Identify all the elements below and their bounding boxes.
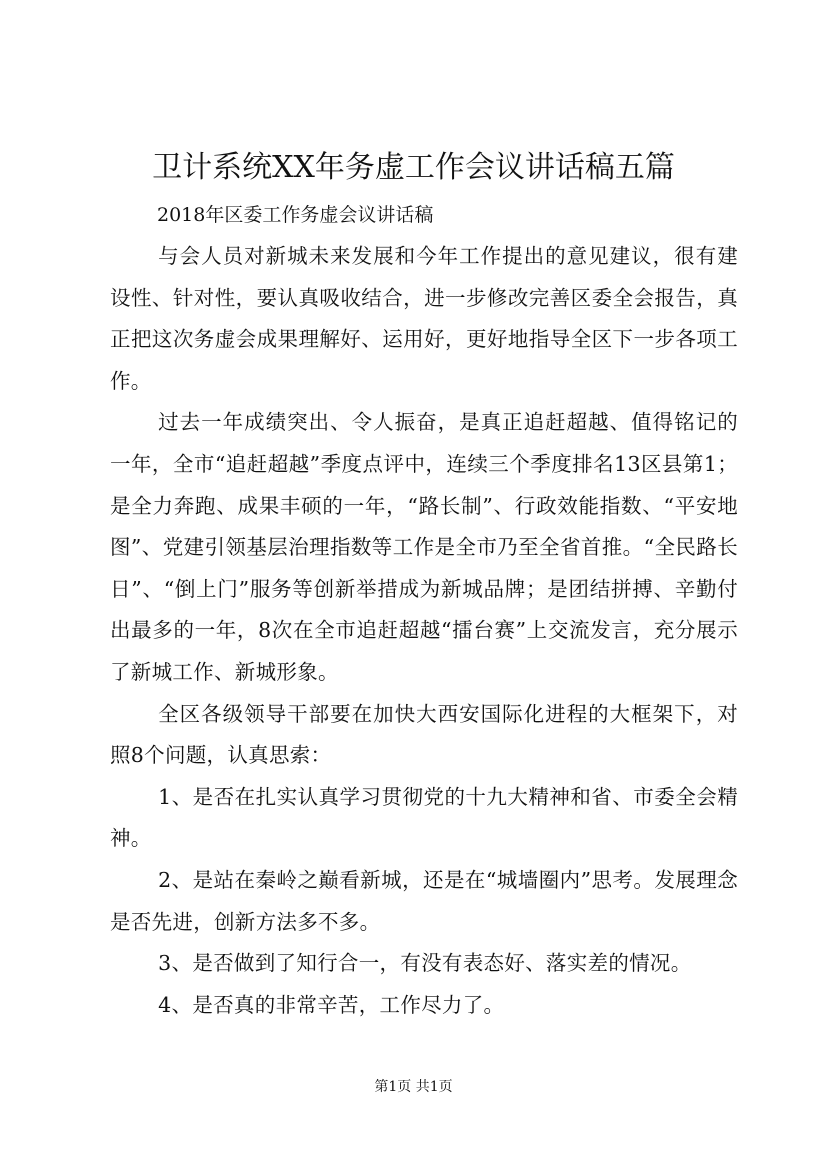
document-body [110,236,738,1026]
paragraph: 过去一年成绩突出、令人振奋，是真正追赶超越、值得铭记的一年，全市“追赶超越”季度点评中，连续三个季度排名13区县第1；是全力奔跑、成果丰硕的一年，“路长制”、行政效能指数、“平安地图”、党建引领基层治理指数等工作是全市乃至全省首推。“全民路长日”、“倒上门”服务等创新举措成为新城品牌；是团结拼搏、辛勤付出最多的一年，8次在全市追赶超越“擂台赛”上交流发言，充分展示了新城工作、新城形象。 [110,410,738,684]
document-title: 卫计系统XX年务虚工作会议讲话稿五篇 [152,150,675,185]
paragraph: 全区各级领导干部要在加快大西安国际化进程的大框架下，对照8个问题，认真思索： [110,701,738,768]
paragraph: 3、是否做到了知行合一，有没有表态好、落实差的情况。 [158,951,692,976]
document-subtitle: 2018年区委工作务虚会议讲话稿 [157,204,434,226]
paragraph: 2、是站在秦岭之巅看新城，还是在“城墙圈内”思考。发展理念是否先进，创新方法多不多。 [110,867,738,934]
page-footer: 第1页 共1页 [374,1079,453,1095]
paragraph: 与会人员对新城未来发展和今年工作提出的意见建议，很有建设性、针对性，要认真吸收结合，进一步修改完善区委全会报告，真正把这次务虚会成果理解好、运用好，更好地指导全区下一步各项工作。 [110,244,738,393]
paragraph: 1、是否在扎实认真学习贯彻党的十九大精神和省、市委全会精神。 [110,784,738,851]
paragraph: 4、是否真的非常辛苦，工作尽力了。 [158,992,505,1017]
